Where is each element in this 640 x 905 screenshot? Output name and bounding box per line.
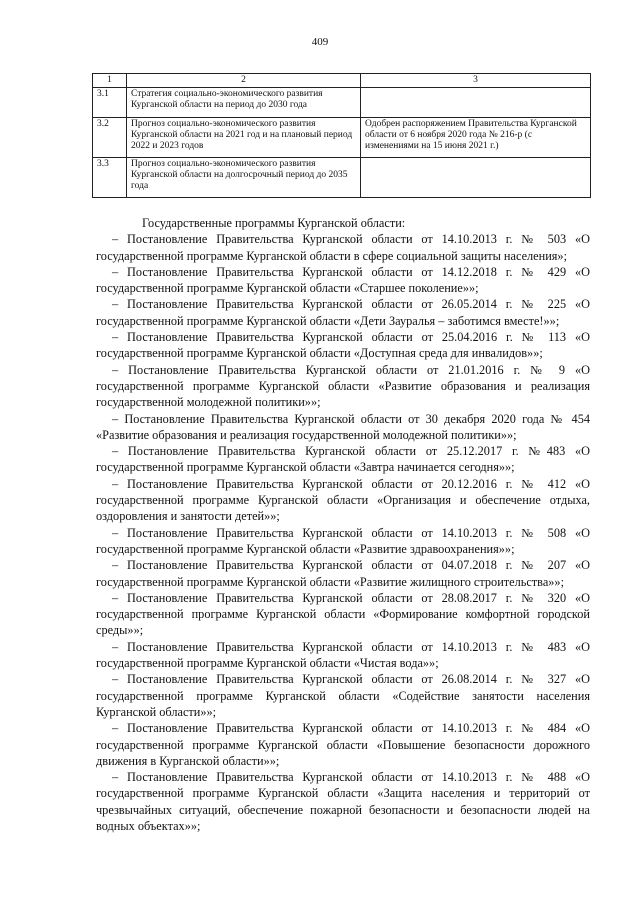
row-note-cell: Одобрен распоряжением Правительства Курганской области от 6 ноября 2020 года № 216-р (с изменениями на 15 июня 2021 г.) [361,118,591,158]
list-item: – Постановление Правительства Курганской области от 20.12.2016 г. № 412 «О государственной программе Курганской области «Организация и обеспечение отдыха, оздоровления и занятости детей»»; [96,476,590,524]
document-table [92,73,591,198]
row-number-cell: 3.2 [93,118,127,158]
list-item: – Постановление Правительства Курганской области от 14.10.2013 г. № 483 «О государственной программе Курганской области «Чистая вода»»; [96,639,590,671]
list-item: – Постановление Правительства Курганской области от 21.01.2016 г. № 9 «О государственной программе Курганской области «Развитие образования и реализация государственной молодежной политики»»; [96,362,590,410]
row-note-cell [361,158,591,198]
table-header-cell: 1 [93,74,127,88]
row-name-cell: Прогноз социально-экономического развития Курганской области на долгосрочный период до 2035 года [127,158,361,198]
list-item: – Постановление Правительства Курганской области от 14.12.2018 г. № 429 «О государственной программе Курганской области «Старшее поколение»»; [96,264,590,296]
list-item: – Постановление Правительства Курганской области от 04.07.2018 г. № 207 «О государственной программе Курганской области «Развитие жилищного строительства»»; [96,558,590,589]
row-name-cell: Стратегия социально-экономического развития Курганской области на период до 2030 года [127,88,361,118]
row-number-cell: 3.3 [93,158,127,198]
table-header-cell: 2 [127,74,361,88]
table-row [93,158,591,198]
list-item: – Постановление Правительства Курганской области от 26.08.2014 г. № 327 «О государственной программе Курганской области «Содействие занятости населения Курганской области»»; [96,672,590,719]
row-name-cell: Прогноз социально-экономического развития Курганской области на 2021 год и на плановый период 2022 и 2023 годов [127,118,361,158]
list-item: – Постановление Правительства Курганской области от 26.05.2014 г. № 225 «О государственной программе Курганской области «Дети Зауралья – заботимся вместе!»»; [96,297,590,328]
list-item: – Постановление Правительства Курганской области от 14.10.2013 г. № 508 «О государственной программе Курганской области «Развитие здравоохранения»»; [96,525,590,556]
list-item: – Постановление Правительства Курганской области от 14.10.2013 г. № 503 «О государственной программе Курганской области в сфере социальной защиты населения»; [96,232,590,263]
page-number: 409 [311,36,329,48]
list-item: – Постановление Правительства Курганской области от 28.08.2017 г. № 320 «О государственной программе Курганской области «Формирование комфортной городской среды»»; [96,590,590,638]
body-text [96,215,590,834]
table-row [93,88,591,118]
list-item: – Постановление Правительства Курганской области от 25.12.2017 г. №483 «О государственной программе Курганской области «Завтра начинается сегодня»»; [96,444,590,475]
table-header-row [93,74,591,88]
list-item: – Постановление Правительства Курганской области от 25.04.2016 г. № 113 «О государственной программе Курганской области «Доступная среда для инвалидов»»; [96,330,590,361]
table-header-cell: 3 [361,74,591,88]
row-number-cell: 3.1 [93,88,127,118]
list-item: – Постановление Правительства Курганской области от 30 декабря 2020 года № 454 «Развитие образования и реализация государственной молодежной политики»»; [96,411,590,442]
list-intro: Государственные программы Курганской области: [142,216,406,230]
row-note-cell [361,88,591,118]
list-item: – Постановление Правительства Курганской области от 14.10.2013 г. № 488 «О государственной программе Курганской области «Защита населения и территорий от чрезвычайных ситуаций, обеспечение пожарной безопасности и безопасности людей на водных объектах»»; [96,770,590,833]
table-row [93,118,591,158]
list-item: – Постановление Правительства Курганской области от 14.10.2013 г. № 484 «О государственной программе Курганской области «Повышение безопасности дорожного движения в Курганской области»»; [96,721,590,768]
